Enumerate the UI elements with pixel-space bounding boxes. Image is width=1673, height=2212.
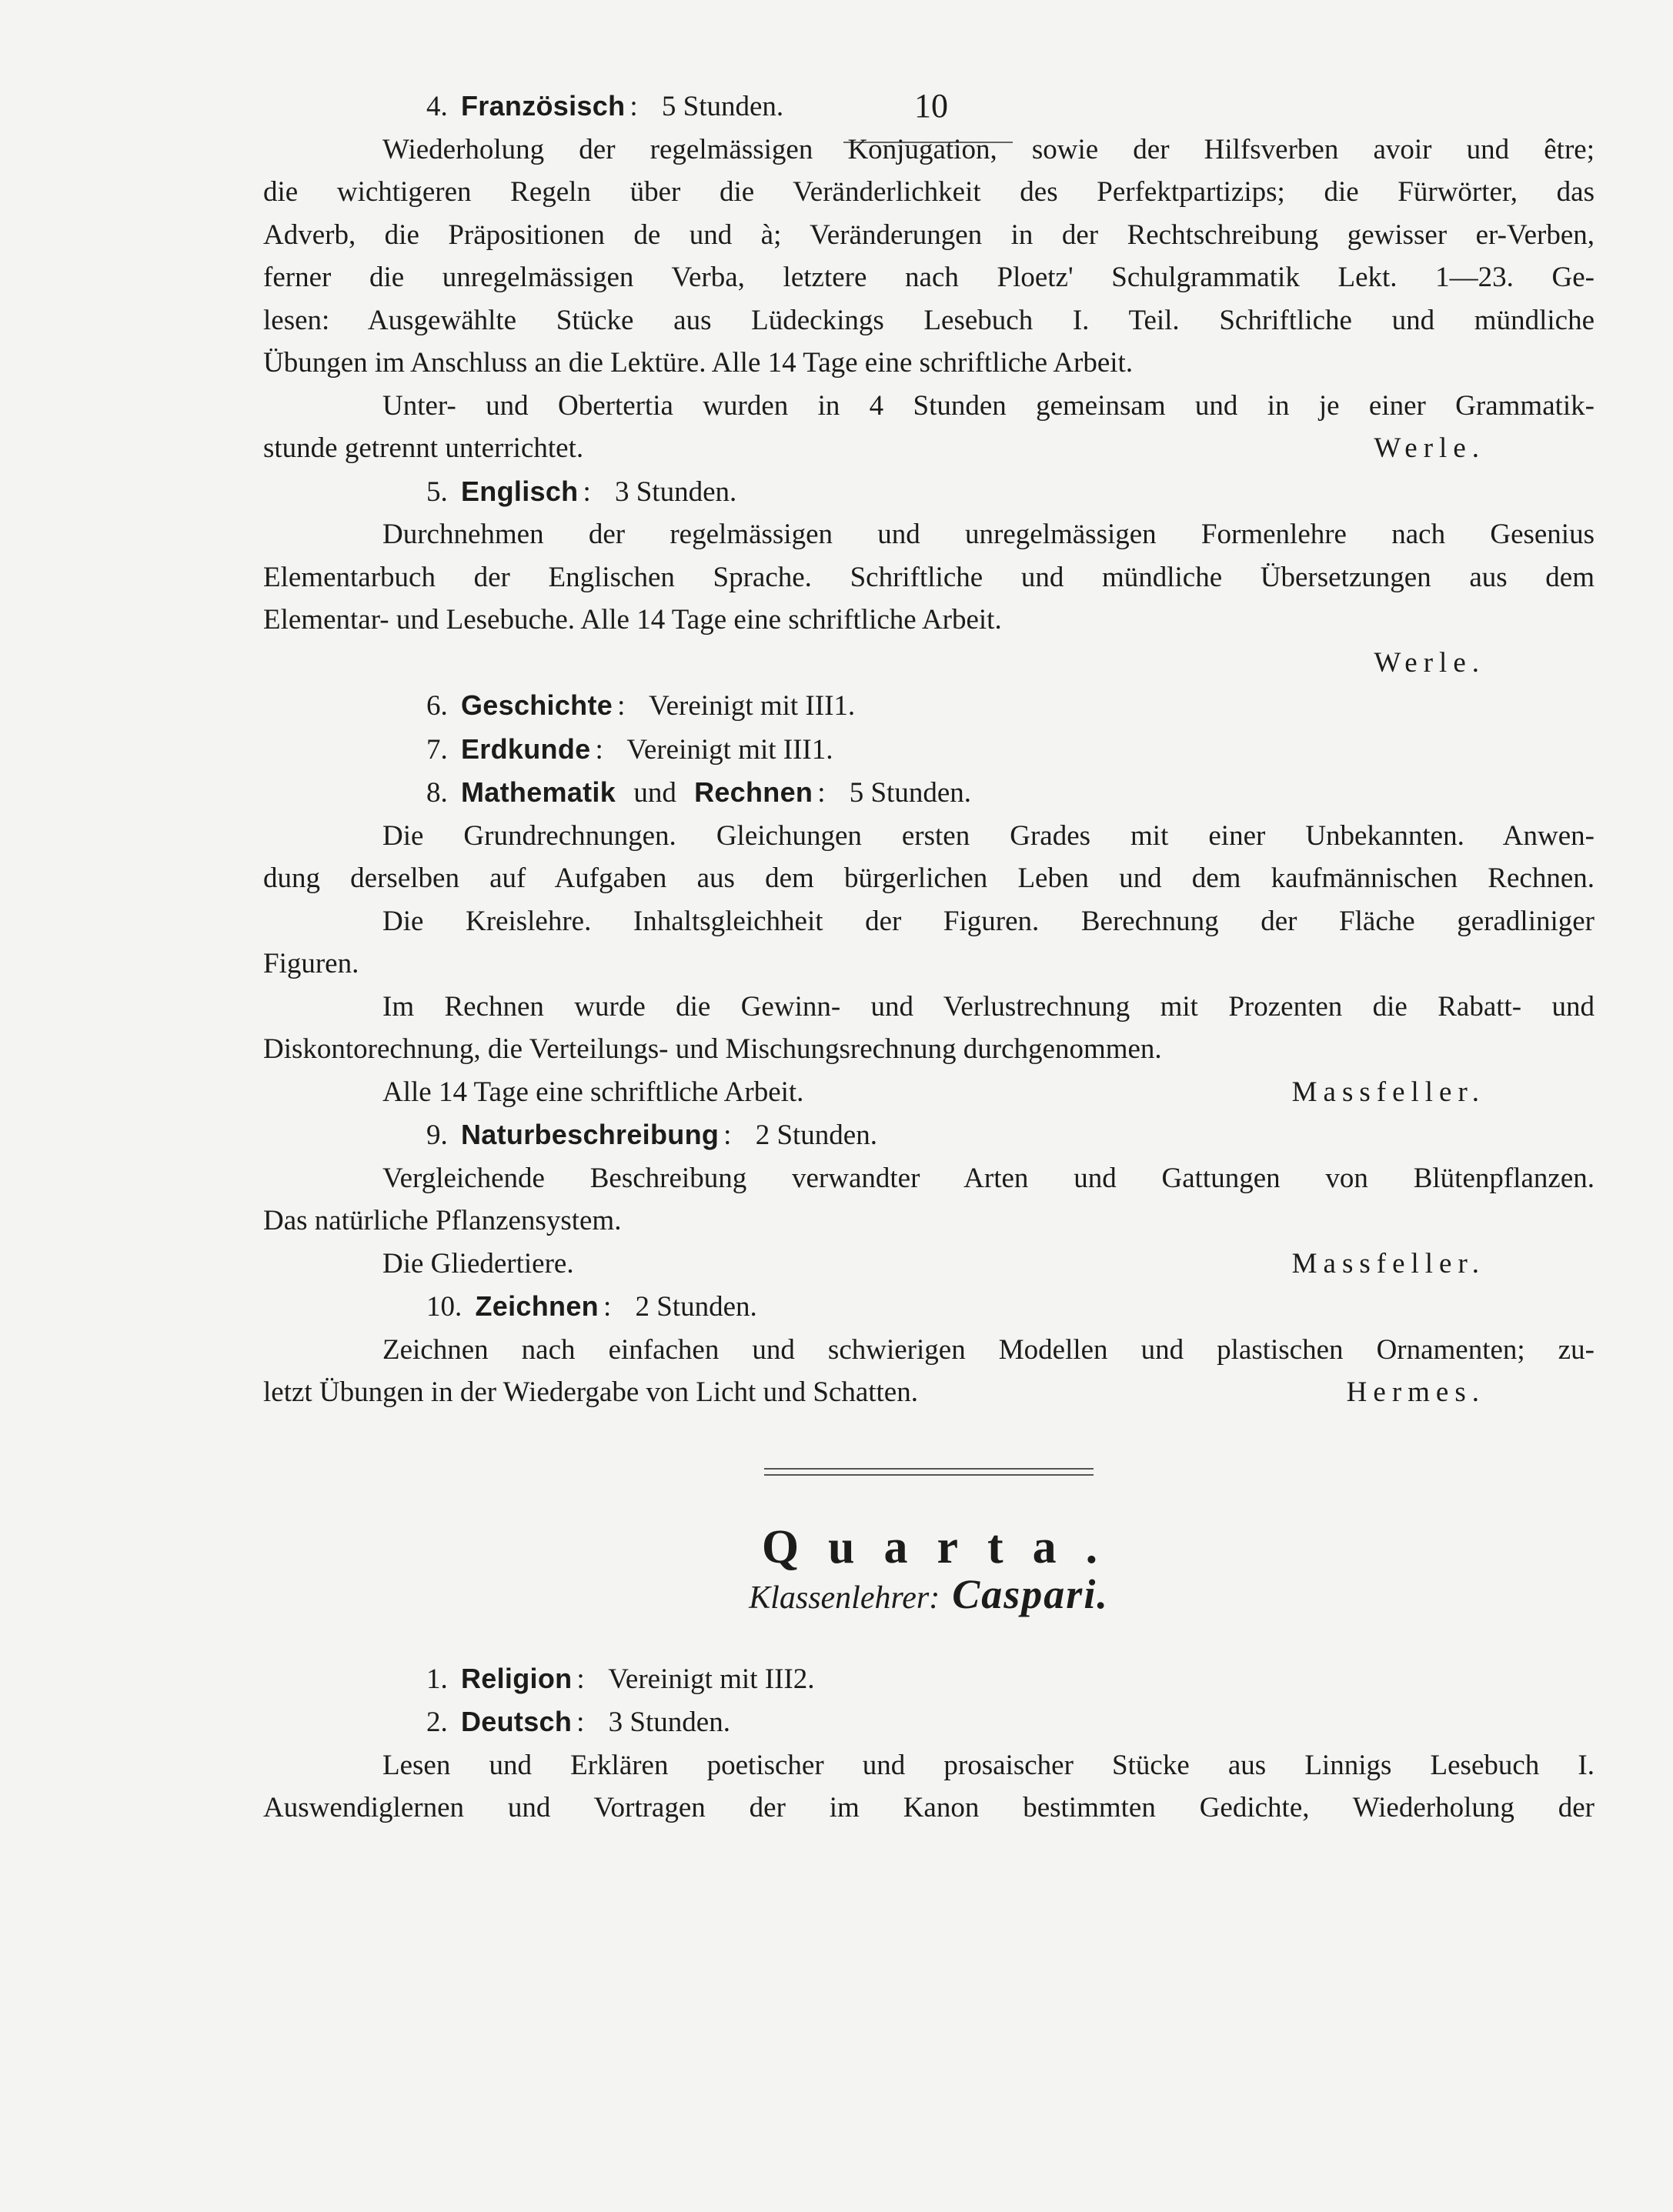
paragraph: Massfeller. Die Gliedertiere.: [263, 1243, 1595, 1286]
teacher-signature: Massfeller.: [1291, 1076, 1485, 1108]
hours: 2 Stunden.: [755, 1119, 877, 1151]
paragraph: Unter- und Obertertia wurden in 4 Stunden gemeinsam und in je einer Grammatik- Werle. stunde getrennt unterrichtet.: [263, 385, 1595, 470]
subject-label: Erdkunde: [461, 732, 591, 765]
class-teacher-line: [263, 1573, 1595, 1620]
subject-label: Geschichte: [461, 689, 613, 721]
subject-label: Mathematik: [461, 776, 616, 808]
paragraph: Die Kreislehre. Inhaltsgleichheit der Figuren. Berechnung der Fläche geradliniger Figuren.: [263, 905, 1595, 979]
hours: 5 Stunden.: [661, 91, 784, 122]
section-divider: [764, 1468, 1094, 1476]
subject-label: Englisch: [461, 475, 579, 507]
paragraph: Die Grundrechnungen. Gleichungen ersten Grades mit einer Unbekannten. Anwen- dung derselben auf Aufgaben aus dem bürgerlichen Leben und dem kaufmännischen Rechnen.: [263, 819, 1595, 894]
teacher-signature: Werle.: [1374, 646, 1485, 679]
paragraph: Wiederholung der regelmässigen Konjugation, sowie der Hilfsverben avoir und être; die wichtigeren Regeln über die Veränderlichkeit des Perfektpartizips; die Fürwörter, das Adverb, die Präpositionen de und à; Veränderungen in der Rechtschreibung gewisser er-Verben, ferner die unregelmässigen Verba, letztere nach Ploetz' Schulgrammatik Lekt. 1—23. Ge- lesen: Ausgewählte Stücke aus Lüdeckings Lesebuch I. Teil. Schriftliche und mündliche Übungen im Anschluss an die Lektüre. Alle 14 Tage eine schriftliche Arbeit.: [263, 133, 1595, 379]
section-heading-englisch: 5. Englisch : 3 Stunden.: [426, 475, 737, 508]
section-heading-zeichnen: 10. Zeichnen : 2 Stunden.: [426, 1290, 757, 1323]
hours: 2 Stunden.: [635, 1291, 757, 1323]
hours: 3 Stunden.: [614, 475, 737, 508]
hours: 5 Stunden.: [849, 777, 972, 809]
paragraph: Massfeller. Alle 14 Tage eine schriftliche Arbeit.: [263, 1071, 1595, 1114]
hours: 3 Stunden.: [608, 1707, 730, 1738]
subject-label: Französisch: [461, 90, 626, 122]
teacher-signature: Werle.: [1374, 432, 1485, 464]
paragraph: Zeichnen nach einfachen und schwierigen Modellen und plastischen Ornamenten; zu- Hermes. letzt Übungen in der Wiedergabe von Licht und Schatten.: [263, 1329, 1595, 1414]
section-heading-geschichte: 6. Geschichte : Vereinigt mit III1.: [426, 689, 856, 722]
paragraph: Durchnehmen der regelmässigen und unregelmässigen Formenlehre nach Gesenius Elementarbuch der Englischen Sprache. Schriftliche und mündliche Übersetzungen aus dem Elementar- und Lesebuche. Alle 14 Tage eine schriftliche Arbeit. Werle.: [263, 513, 1595, 684]
section-heading-deutsch: 2. Deutsch : 3 Stunden.: [426, 1706, 730, 1738]
class-teacher-label: Klassenlehrer:: [749, 1580, 940, 1616]
paragraph: Lesen und Erklären poetischer und prosaischer Stücke aus Linnigs Lesebuch I. Auswendiglernen und Vortragen der im Kanon bestimmten Gedichte, Wiederholung der: [263, 1749, 1595, 1823]
subject-label-2: Rechnen: [694, 776, 813, 808]
subject-label: Religion: [461, 1662, 573, 1694]
class-title: Quarta.: [761, 1520, 1127, 1573]
paragraph: Im Rechnen wurde die Gewinn- und Verlustrechnung mit Prozenten die Rabatt- und Diskontorechnung, die Verteilungs- und Mischungsrechnung durchgenommen.: [263, 990, 1595, 1065]
subject-label: Zeichnen: [475, 1290, 599, 1322]
page-number: 10: [914, 87, 948, 125]
paragraph: Vergleichende Beschreibung verwandter Arten und Gattungen von Blütenpflanzen. Das natürliche Pflanzensystem.: [263, 1162, 1595, 1236]
section-heading-naturbeschreibung: 9. Naturbeschreibung : 2 Stunden.: [426, 1119, 877, 1151]
section-heading-erdkunde: 7. Erdkunde : Vereinigt mit III1.: [426, 732, 833, 766]
section-heading-mathematik: 8. Mathematik und Rechnen : 5 Stunden.: [426, 776, 972, 809]
section-heading-franzoesisch: 4. Französisch : 5 Stunden.: [426, 90, 784, 122]
class-teacher-name: Caspari.: [952, 1571, 1109, 1617]
section-heading-religion: 1. Religion : Vereinigt mit III2.: [426, 1662, 815, 1695]
subject-label: Naturbeschreibung: [461, 1119, 720, 1150]
teacher-signature: Hermes.: [1346, 1376, 1485, 1408]
teacher-signature: Massfeller.: [1291, 1247, 1485, 1279]
subject-label: Deutsch: [461, 1706, 573, 1737]
page-body: [263, 85, 1595, 1830]
